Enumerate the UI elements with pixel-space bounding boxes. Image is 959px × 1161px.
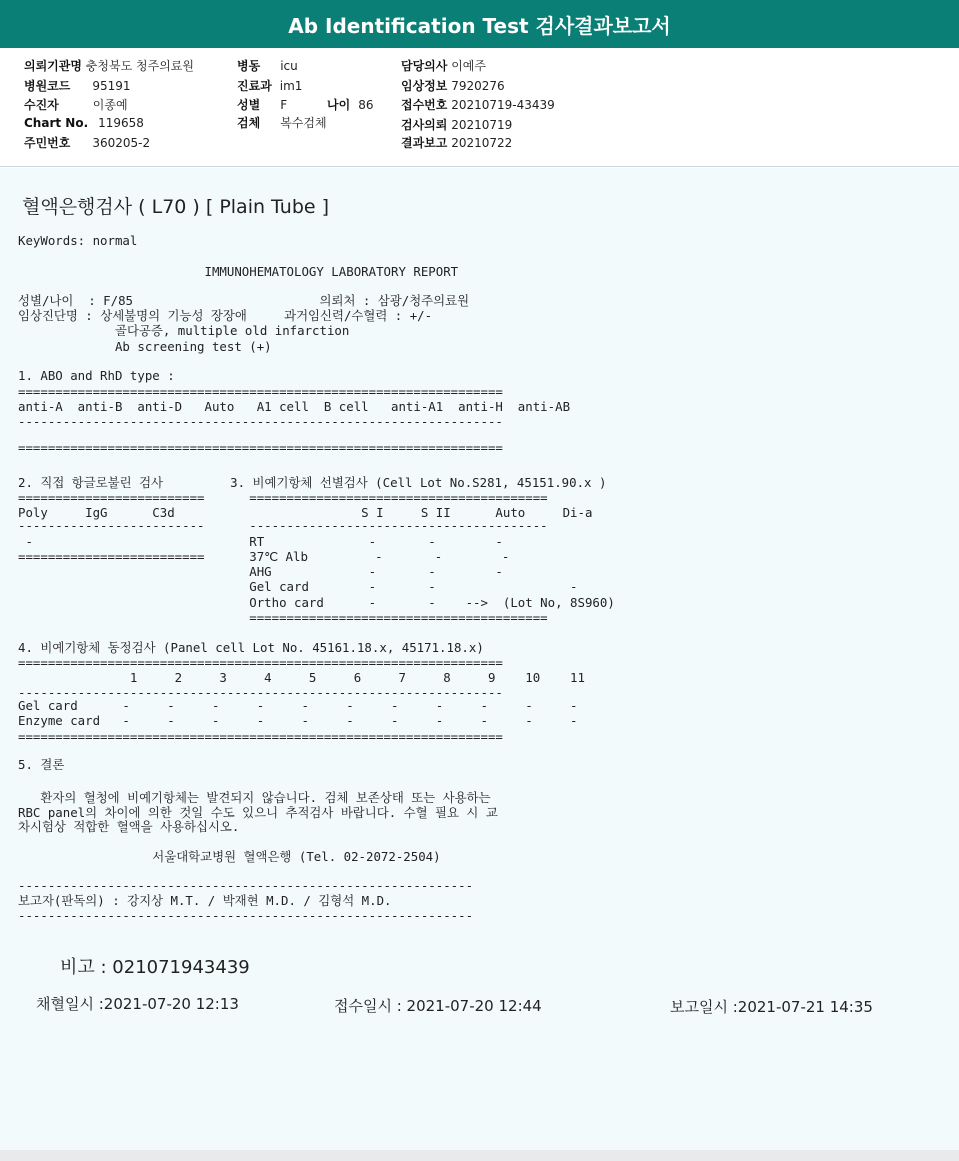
field-label: 의뢰기관명: [24, 59, 82, 73]
info-chart-no: [24, 116, 144, 130]
report-line: Poly IgG C3d S I S II Auto Di-a: [18, 505, 593, 520]
info-resident-no: [24, 134, 150, 151]
field-label: 담당의사: [401, 59, 448, 73]
field-value: F: [280, 98, 288, 112]
report-line: Gel card - - - - - - - - - - -: [18, 698, 578, 713]
field-label: 수진자: [24, 98, 59, 112]
report-line: - RT - - -: [18, 534, 503, 549]
field-label: 검사의뢰: [401, 118, 448, 132]
field-value: 95191: [92, 79, 131, 93]
info-test-request: [401, 116, 512, 133]
field-value: 20210719: [451, 118, 513, 132]
report-divider: =================================================================: [18, 655, 503, 670]
receipt-datetime: 접수일시 : 2021-07-20 12:44: [334, 997, 542, 1015]
field-value: 20210722: [451, 136, 513, 150]
info-specimen: [237, 114, 327, 131]
report-divider: -------------------------------------------------------------: [18, 878, 474, 893]
field-value: 충청북도 청주의료원: [85, 59, 194, 73]
report-line: 골다공증, multiple old infarction: [18, 323, 350, 338]
field-label: 병동: [237, 59, 261, 73]
report-heading: 혈액은행검사 ( L70 ) [ Plain Tube ]: [22, 196, 330, 218]
info-clinical-info: [401, 77, 505, 94]
field-label: 병원코드: [24, 79, 71, 93]
info-physician: [401, 57, 486, 74]
field-value: 이예주: [451, 59, 486, 73]
report-line: 1 2 3 4 5 6 7 8 9 10 11: [18, 670, 585, 685]
field-value: icu: [280, 59, 298, 73]
report-divider: ========================= ========================================: [18, 490, 548, 505]
field-value: 20210719-43439: [451, 98, 555, 112]
report-line: Ortho card - - --> (Lot No, 8S960): [18, 595, 615, 610]
info-ward: [237, 57, 298, 74]
info-result-report: [401, 134, 512, 151]
patient-info-panel: [0, 48, 959, 167]
report-line: 임상진단명 : 상세불명의 기능성 장장애 과거임신력/수혈력 : +/-: [18, 308, 433, 323]
report-divider: -----------------------------------------------------------------: [18, 685, 503, 700]
report-line: Enzyme card - - - - - - - - - - -: [18, 713, 578, 728]
field-label: 진료과: [237, 79, 272, 93]
report-line: 2. 직접 항글로불린 검사 3. 비예기항체 선별검사 (Cell Lot No.S281, 45151.90.x ): [18, 475, 607, 490]
report-line: 서울대학교병원 혈액은행 (Tel. 02-2072-2504): [18, 849, 441, 864]
report-line: Ab screening test (+): [18, 339, 272, 354]
note-row: [60, 953, 250, 979]
report-divider: ------------------------- ----------------------------------------: [18, 518, 548, 533]
report-divider: -------------------------------------------------------------: [18, 908, 474, 923]
report-line: RBC panel의 차이에 의한 것일 수도 있으니 추적검사 바랍니다. 수혈 필요 시 교: [18, 805, 498, 820]
field-label: 검체: [237, 116, 261, 130]
field-value: 360205-2: [92, 136, 151, 150]
field-label: 임상정보: [401, 79, 448, 93]
report-line: 환자의 혈청에 비예기항체는 발견되지 않습니다. 검체 보존상태 또는 사용하는: [18, 790, 491, 805]
field-value: im1: [279, 79, 303, 93]
field-label: 접수번호: [401, 98, 448, 112]
report-line: KeyWords: normal: [18, 233, 138, 248]
report-divider: =================================================================: [18, 729, 503, 744]
field-value: 119658: [98, 116, 144, 130]
report-line: 4. 비예기항체 동정검사 (Panel cell Lot No. 45161.18.x, 45171.18.x): [18, 640, 484, 655]
note-label: 비고 :: [60, 957, 107, 978]
report-divider: -----------------------------------------------------------------: [18, 414, 503, 429]
report-line: anti-A anti-B anti-D Auto A1 cell B cell anti-A1 anti-H anti-AB: [18, 399, 571, 414]
report-line: Gel card - - -: [18, 579, 578, 594]
collection-datetime: 채혈일시 :2021-07-20 12:13: [36, 995, 239, 1013]
report-title-bar: [0, 0, 959, 48]
field-value: 86: [358, 98, 374, 112]
report-datetime: 보고일시 :2021-07-21 14:35: [670, 998, 873, 1016]
report-line: AHG - - -: [18, 564, 503, 579]
report-line: 차시험상 적합한 혈액을 사용하십시오.: [18, 819, 240, 834]
page-bottom-margin: [0, 1150, 959, 1161]
report-line: 1. ABO and RhD type :: [18, 368, 175, 383]
report-line: 5. 결론: [18, 757, 65, 772]
report-line: 보고자(판독의) : 강지상 M.T. / 박재현 M.D. / 김형석 M.D.: [18, 893, 392, 908]
report-divider: =================================================================: [18, 440, 503, 455]
note-value: 021071943439: [112, 957, 250, 978]
info-department: [237, 77, 302, 94]
report-title: Ab Identification Test 검사결과보고서: [288, 13, 671, 38]
report-divider: =================================================================: [18, 384, 503, 399]
field-value: 이종예: [92, 98, 128, 112]
report-divider: ========================================: [18, 610, 548, 625]
field-label: 나이: [327, 98, 351, 112]
field-label: 성별: [237, 98, 261, 112]
field-value: 복수검체: [280, 116, 327, 130]
info-hospital-code: [24, 77, 131, 94]
info-patient-name: [24, 96, 128, 113]
info-requesting-institution: [24, 57, 194, 74]
field-label: Chart No.: [24, 116, 89, 130]
field-label: 주민번호: [24, 136, 71, 150]
report-line: 성별/나이 : F/85 의뢰처 : 삼광/청주의료원: [18, 293, 470, 308]
info-age: [327, 96, 373, 113]
field-label: 결과보고: [401, 136, 448, 150]
report-line: IMMUNOHEMATOLOGY LABORATORY REPORT: [18, 264, 459, 279]
info-receipt-no: [401, 96, 555, 113]
report-line: ========================= 37℃ Alb - - -: [18, 549, 510, 564]
info-sex: [237, 96, 287, 113]
field-value: 7920276: [451, 79, 505, 93]
